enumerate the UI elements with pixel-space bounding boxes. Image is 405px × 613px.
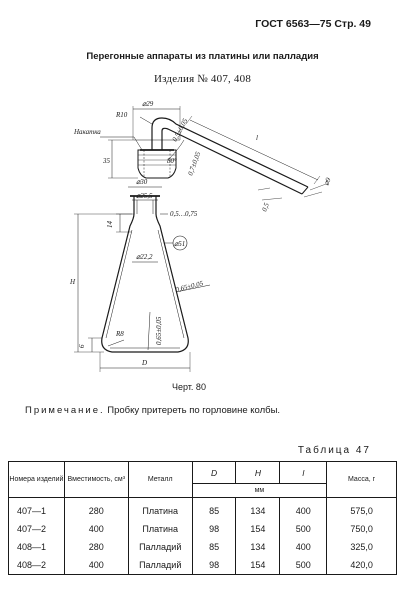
cell-d: 85 xyxy=(192,498,236,521)
note xyxy=(25,405,280,416)
dim-05: 0,5 xyxy=(260,201,271,213)
cell-l: 400 xyxy=(280,538,327,556)
page-title: Перегонные аппараты из платины или палладия xyxy=(86,51,319,62)
dim-d: D xyxy=(142,359,148,367)
cell-capacity: 280 xyxy=(64,498,128,521)
cell-capacity: 400 xyxy=(64,520,128,538)
drawing-caption: Черт. 80 xyxy=(172,382,206,392)
dim-wall-065: 0,65±0,05 xyxy=(174,279,204,294)
dim-bottom-065: 0,65±0,05 xyxy=(155,316,163,345)
cell-h: 154 xyxy=(236,556,280,575)
product-subtitle: Изделия № 407, 408 xyxy=(153,73,252,85)
cell-d: 98 xyxy=(192,556,236,575)
cell-metal: Платина xyxy=(128,498,192,521)
cell-number: 407—1 xyxy=(9,498,65,521)
dim-h: H xyxy=(70,278,76,286)
technical-drawing xyxy=(0,92,405,377)
cell-number: 408—1 xyxy=(9,538,65,556)
table-row xyxy=(9,498,397,521)
header-capacity: Вместимость, см³ xyxy=(64,462,128,498)
header-l: l xyxy=(280,462,327,484)
cell-l: 400 xyxy=(280,498,327,521)
dim-r10: R10 xyxy=(116,111,128,119)
dim-d30: ⌀30 xyxy=(136,178,148,186)
cell-metal: Палладий xyxy=(128,538,192,556)
cell-l: 500 xyxy=(280,520,327,538)
dim-d22-2: ⌀22,2 xyxy=(136,253,153,261)
table-row xyxy=(9,520,397,538)
cell-h: 134 xyxy=(236,538,280,556)
dim-thickness-07: 0,7±0,05 xyxy=(186,150,203,177)
dim-angle-80: 80° xyxy=(167,157,177,165)
header-d: D xyxy=(192,462,236,484)
dim-05-075: 0,5…0,75 xyxy=(170,210,198,218)
dim-d29: ⌀29 xyxy=(142,100,154,108)
cell-d: 85 xyxy=(192,538,236,556)
specs-table xyxy=(8,461,397,575)
dim-14: 14 xyxy=(106,221,114,228)
cell-metal: Палладий xyxy=(128,556,192,575)
cell-mass: 325,0 xyxy=(327,538,397,556)
table-row xyxy=(9,538,397,556)
header-mass: Масса, г xyxy=(327,462,397,498)
cell-capacity: 280 xyxy=(64,538,128,556)
dim-6: 6 xyxy=(78,344,86,348)
table-title: Таблица 47 xyxy=(297,445,371,456)
cell-mass: 750,0 xyxy=(327,520,397,538)
label-nakatka: Накатка xyxy=(74,128,101,136)
cell-h: 154 xyxy=(236,520,280,538)
note-prefix: Примечание. xyxy=(25,405,105,416)
dim-r8: R8 xyxy=(116,330,124,338)
dim-d25-5: ⌀25,5 xyxy=(136,192,153,200)
dim-length-l: l xyxy=(256,134,258,142)
cell-number: 407—2 xyxy=(9,520,65,538)
cell-mass: 575,0 xyxy=(327,498,397,521)
cell-capacity: 400 xyxy=(64,556,128,575)
header-number: Номера изделий xyxy=(9,462,65,498)
header-metal: Металл xyxy=(128,462,192,498)
cell-l: 500 xyxy=(280,556,327,575)
table-row xyxy=(9,556,397,575)
cell-mass: 420,0 xyxy=(327,556,397,575)
dim-thickness-05: 0,5±0,05 xyxy=(170,117,190,143)
header-h: H xyxy=(236,462,280,484)
cell-number: 408—2 xyxy=(9,556,65,575)
dim-d51: ⌀51 xyxy=(174,240,186,248)
cell-h: 134 xyxy=(236,498,280,521)
header-unit: мм xyxy=(192,484,327,498)
note-text: Пробку притереть по горловине колбы. xyxy=(104,405,281,416)
cell-d: 98 xyxy=(192,520,236,538)
page-header-code: ГОСТ 6563—75 Стр. 49 xyxy=(255,18,371,30)
dim-d9: ⌀9 xyxy=(322,176,333,187)
cell-metal: Платина xyxy=(128,520,192,538)
dim-35: 35 xyxy=(103,157,110,165)
